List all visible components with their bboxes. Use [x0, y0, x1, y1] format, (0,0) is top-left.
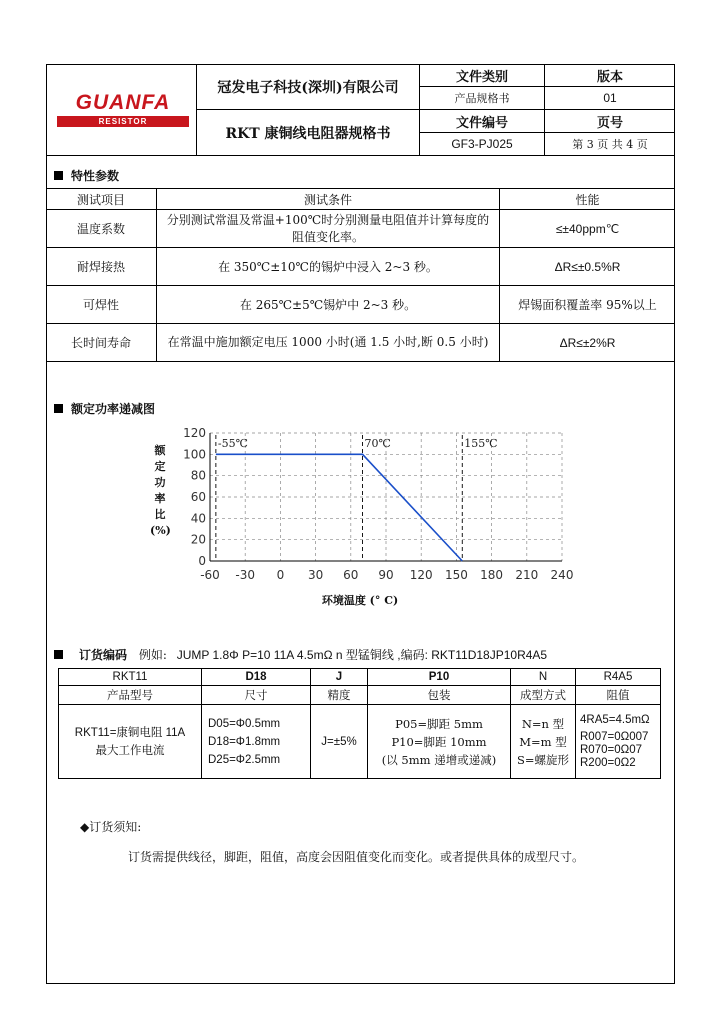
order-notice-title: ◆订货须知: [80, 820, 142, 834]
spec-row-item: 温度系数 [46, 210, 157, 248]
spec-row-perf: ≤±40ppm℃ [500, 210, 676, 248]
logo-main-text: GUANFA [75, 91, 171, 114]
file-type-label: 文件类别 [420, 64, 545, 87]
code-cell: J [311, 669, 368, 686]
spec-row-cond: 分别测试常温及常温+100℃时分别测量电阻值并计算每度的阻值变化率。 [157, 210, 500, 248]
spec-header-perf: 性能 [500, 189, 676, 210]
derating-curve [216, 454, 462, 561]
x-tick-label: -30 [235, 568, 256, 582]
spec-row-perf: 焊锡面积覆盖率 95%以上 [500, 286, 676, 324]
annotation-label: 70℃ [364, 437, 391, 450]
company-name: 冠发电子科技(深圳)有限公司 [197, 64, 420, 110]
annotation-label: -55℃ [217, 437, 248, 450]
specs-section-title: 特性参数 [54, 167, 119, 184]
x-tick-label: 240 [550, 568, 574, 582]
x-tick-label: 180 [480, 568, 504, 582]
order-header: 精度 [311, 686, 368, 705]
x-tick-label: 210 [515, 568, 539, 582]
square-bullet-icon [54, 171, 63, 180]
x-tick-label: 120 [409, 568, 433, 582]
cell-forming: N=n 型 M=m 型 S=螺旋形 [511, 705, 576, 779]
code-cell: D18 [202, 669, 311, 686]
order-example-text: JUMP 1.8Φ P=10 11A 4.5mΩ n 型锰铜线 ,编码: RKT11D18JP10R4A5 [176, 648, 548, 662]
doc-title: RKT 康铜线电阻器规格书 [197, 110, 420, 156]
code-cell: P10 [368, 669, 511, 686]
version-label: 版本 [545, 64, 676, 87]
spec-row-item: 可焊性 [46, 286, 157, 324]
order-header: 产品型号 [59, 686, 202, 705]
order-header: 尺寸 [202, 686, 311, 705]
y-tick-label: 80 [190, 468, 206, 483]
spec-row-perf: ΔR≤±0.5%R [500, 248, 676, 286]
spec-row-perf: ΔR≤±2%R [500, 324, 676, 362]
order-notice-text: 订货需提供线径，脚距，阻值，高度会因阻值变化而变化。或者提供具体的成型尺寸。 [128, 850, 585, 864]
x-tick-label: 150 [444, 568, 468, 582]
order-example-label: 例如: [138, 648, 167, 662]
guanfa-logo [57, 92, 189, 127]
chart-section-title: 额定功率递减图 [54, 400, 155, 417]
derating-chart [170, 425, 580, 585]
square-bullet-icon [54, 650, 63, 659]
x-tick-label: 0 [276, 568, 285, 582]
logo-sub-bar [57, 116, 189, 127]
page-value: 第 3 页 共 4 页 [545, 133, 676, 156]
order-header: 包装 [368, 686, 511, 705]
spec-row-cond: 在 265℃±5℃锡炉中 2~3 秒。 [157, 286, 500, 324]
page-label: 页号 [545, 110, 676, 133]
chart-ylabel: 额 定 功 率 比 (%) [150, 444, 171, 537]
chart-xlabel: 环境温度 (° C) [321, 594, 399, 607]
spec-header-item: 测试项目 [46, 189, 157, 210]
spec-row-item: 耐焊接热 [46, 248, 157, 286]
y-tick-label: 20 [190, 532, 206, 547]
cell-resistance: 4RA5=4.5mΩ R007=0Ω007 R070=0Ω07 R200=0Ω2 [576, 705, 661, 779]
spec-row-item: 长时间寿命 [46, 324, 157, 362]
file-no-value: GF3-PJ025 [420, 133, 545, 156]
y-tick-label: 40 [190, 511, 206, 526]
file-no-label: 文件编号 [420, 110, 545, 133]
cell-tolerance: J=±5% [311, 705, 368, 779]
spec-header-cond: 测试条件 [157, 189, 500, 210]
annotation-label: 155℃ [464, 437, 498, 450]
spec-row-cond: 在常温中施加额定电压 1000 小时(通 1.5 小时,断 0.5 小时) [157, 324, 500, 362]
spec-row-cond: 在 350℃±10℃的锡炉中浸入 2~3 秒。 [157, 248, 500, 286]
order-header: 阻值 [576, 686, 661, 705]
code-cell: N [511, 669, 576, 686]
y-tick-label: 60 [190, 490, 206, 504]
x-tick-label: -60 [200, 568, 220, 582]
cell-size: D05=Φ0.5mm D18=Φ1.8mm D25=Φ2.5mm [202, 705, 311, 779]
version-value: 01 [545, 87, 676, 110]
x-tick-label: 30 [307, 568, 324, 582]
x-tick-label: 90 [378, 568, 394, 582]
order-section-title: 订货编码 例如: JUMP 1.8Φ P=10 11A 4.5mΩ n 型锰铜线 ,编码: RKT11D18JP10R4A5 [54, 646, 547, 663]
cell-package: P05=脚距 5mm P10=脚距 10mm (以 5mm 递增或递减) [368, 705, 511, 779]
specs-table [46, 188, 675, 362]
code-cell: R4A5 [576, 669, 661, 686]
square-bullet-icon [54, 404, 63, 413]
cell-model: RKT11=康铜电阻 11A 最大工作电流 [59, 705, 202, 779]
order-header: 成型方式 [511, 686, 576, 705]
y-tick-label: 0 [198, 554, 206, 568]
y-tick-label: 120 [183, 426, 206, 440]
order-code-table [58, 668, 661, 779]
code-cell: RKT11 [59, 669, 202, 686]
x-tick-label: 60 [343, 568, 359, 582]
file-type-value: 产品规格书 [420, 87, 545, 110]
y-tick-label: 100 [183, 447, 206, 462]
logo-sub-text: RESISTOR [98, 117, 148, 126]
